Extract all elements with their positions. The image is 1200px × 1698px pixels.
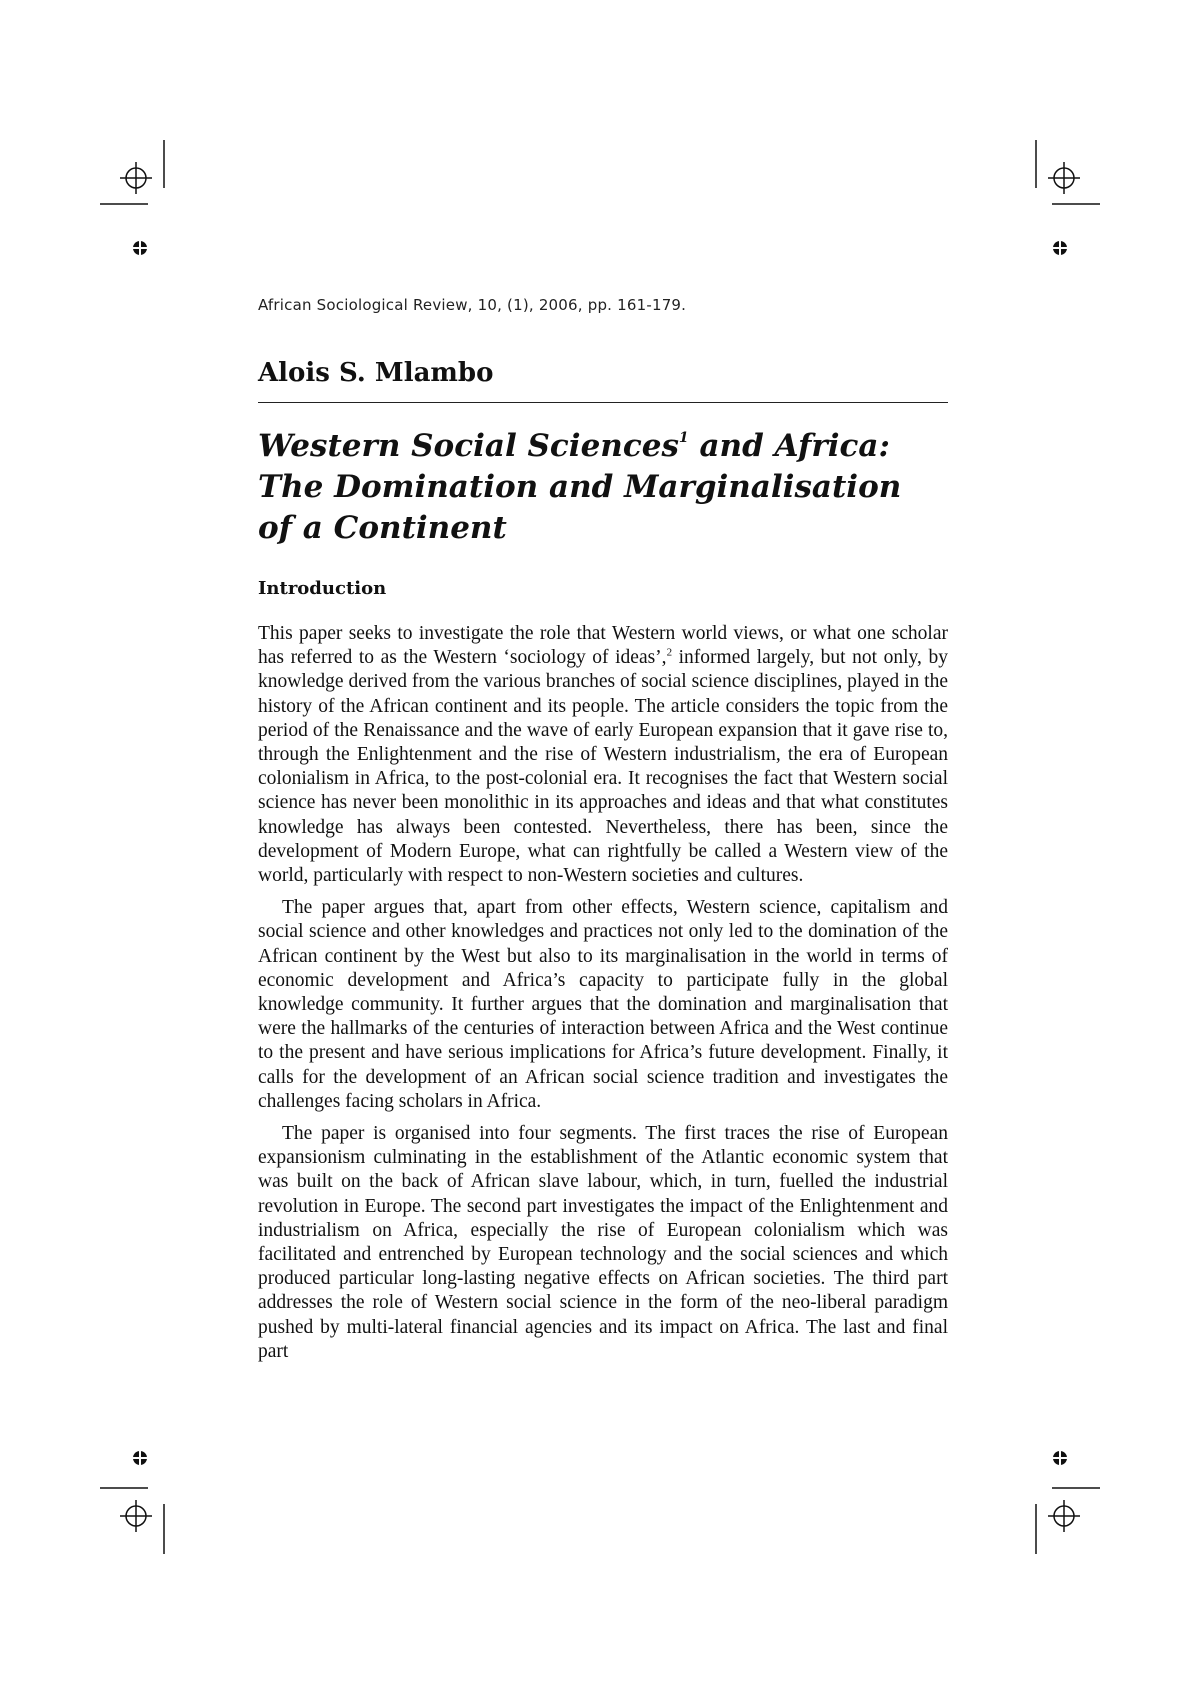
title-line-1-text: Western Social Sciences (258, 428, 679, 464)
article-body (258, 622, 948, 1372)
paragraph-1-text-b: informed largely, but not only, by knowledge derived from the various branches of social science disciplines, played in the history of the African continent and its people. The article considers the topic from the period of the Renaissance and the wave of early European expansion that it gave rise to, through the Enlightenment and the rise of Western industrialism, the era of European colonialism in Africa, to the post-colonial era. It recognises the fact that Western social science has never been monolithic in its approaches and ideas and that what constitutes knowledge has always been contested. Nevertheless, there has been, since the development of Modern Europe, what can rightfully be called a Western view of the world, particularly with respect to non-Western societies and cultures. (258, 647, 948, 887)
title-line-1 (258, 428, 890, 464)
title-line-1-end: and Africa: (688, 428, 890, 464)
article-title (258, 426, 958, 549)
author-name: Alois S. Mlambo (258, 358, 494, 388)
footnote-ref-1[interactable]: 1 (678, 430, 689, 446)
footnote-ref-2[interactable]: 2 (666, 646, 673, 659)
paragraph-1-text-a: This paper seeks to investigate the role that Western world views, or what one scholar has referred to as the Western ‘sociology of ideas’, (258, 623, 948, 669)
title-line-2: The Domination and Marginalisation (258, 469, 902, 505)
header-divider (258, 402, 948, 403)
registration-target-top-right (1050, 238, 1070, 258)
crop-mark-bottom-left (100, 1460, 180, 1570)
journal-reference: African Sociological Review, 10, (1), 2006, pp. 161-179. (258, 296, 687, 314)
registration-target-icon (130, 238, 150, 258)
registration-target-top-left (130, 238, 150, 258)
registration-crosshair-icon (100, 140, 180, 250)
crop-mark-top-left (100, 140, 180, 250)
paragraph-1 (258, 622, 948, 888)
registration-crosshair-icon (1020, 140, 1100, 250)
crop-mark-bottom-right (1020, 1460, 1100, 1570)
paragraph-3: The paper is organised into four segments. The first traces the rise of European expansionism culminating in the establishment of the Atlantic economic system that was built on the back of African slave labour, which, in turn, fuelled the industrial revolution in Europe. The second part investigates the impact of the Enlightenment and industrialism on Africa, especially the rise of European colonialism which was facilitated and entrenched by European technology and the social sciences and which produced particular long-lasting negative effects on African societies. The third part addresses the role of Western social science in the form of the neo-liberal paradigm pushed by multi-lateral financial agencies and its impact on Africa. The last and final part (258, 1123, 948, 1362)
registration-crosshair-icon (100, 1460, 180, 1570)
crop-mark-top-right (1020, 140, 1100, 250)
registration-crosshair-icon (1020, 1460, 1100, 1570)
section-heading: Introduction (258, 578, 387, 599)
title-line-3: of a Continent (258, 510, 507, 546)
registration-target-icon (1050, 238, 1070, 258)
paragraph-2: The paper argues that, apart from other effects, Western science, capitalism and social science and other knowledges and practices not only led to the domination of the African continent by the West but also to its marginalisation in the world in terms of economic development and Africa’s capacity to participate fully in the global knowledge community. It further argues that the domination and marginalisation that were the hallmarks of the centuries of interaction between Africa and the West continue to the present and have serious implications for Africa’s future development. Finally, it calls for the development of an African social science tradition and investigates the challenges facing scholars in Africa. (258, 897, 948, 1112)
